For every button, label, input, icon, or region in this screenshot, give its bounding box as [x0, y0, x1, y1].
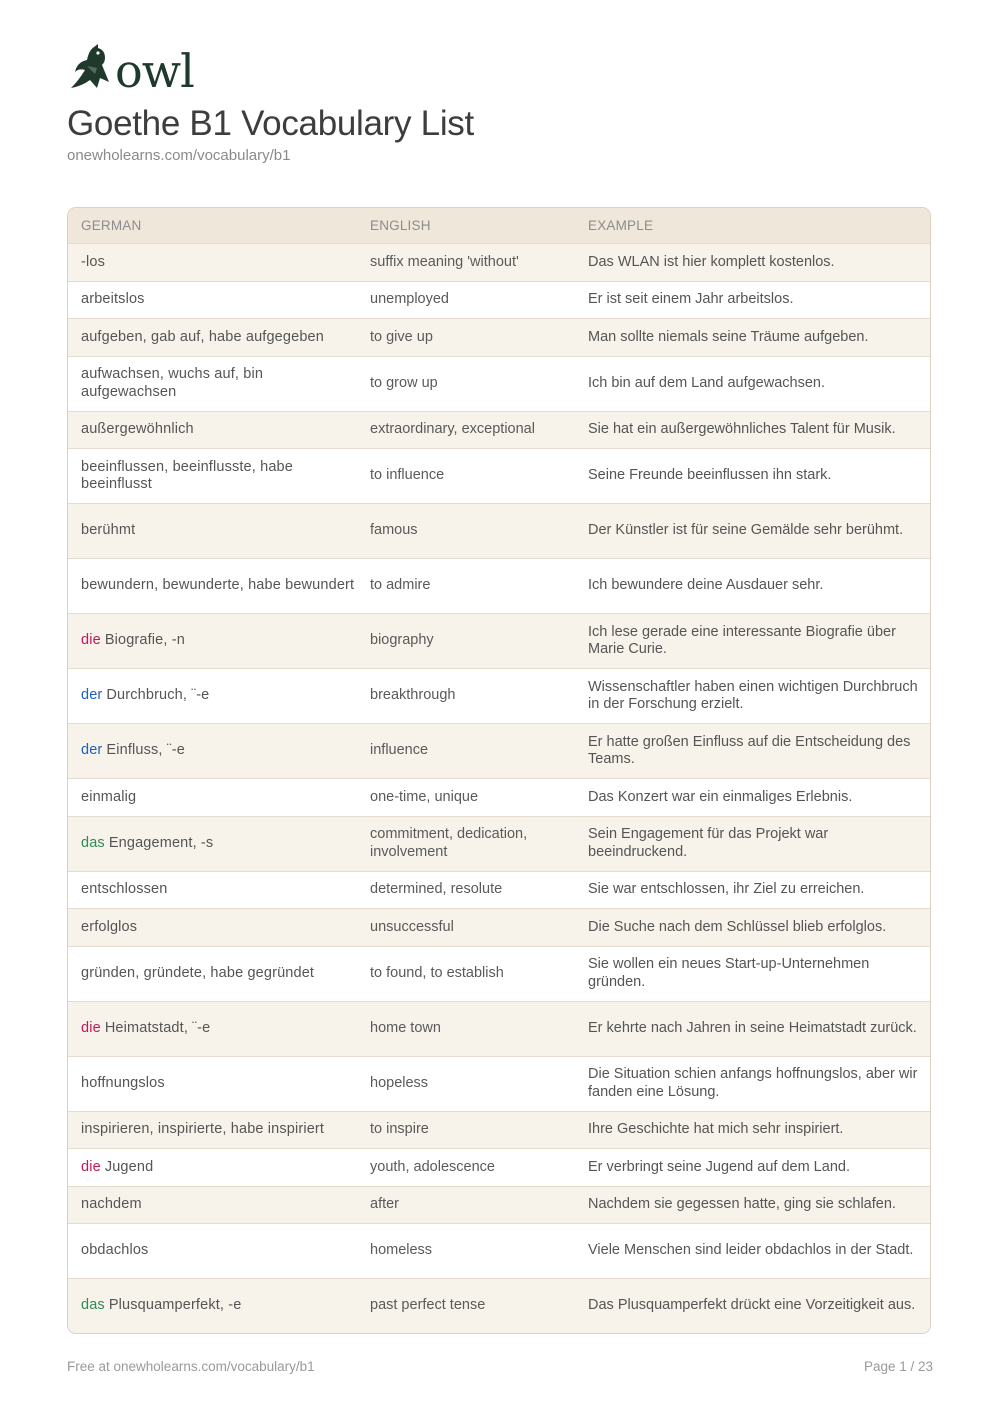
- footer-url: Free at onewholearns.com/vocabulary/b1: [67, 1359, 315, 1374]
- table-row: [68, 669, 930, 724]
- table-body: [68, 244, 930, 1334]
- german-cell: [68, 319, 370, 357]
- example-cell: Er ist seit einem Jahr arbeitslos.: [588, 281, 930, 319]
- example-cell: Die Suche nach dem Schlüssel blieb erfolglos.: [588, 909, 930, 947]
- german-word: Engagement, -s: [108, 834, 214, 851]
- german-word: aufwachsen, wuchs auf, bin aufgewachsen: [81, 366, 264, 400]
- table-row: [68, 1279, 930, 1334]
- table-row: [68, 871, 930, 909]
- english-cell: determined, resolute: [370, 871, 588, 909]
- german-cell: [68, 1001, 370, 1056]
- article-das: das: [81, 1297, 105, 1314]
- table-row: [68, 319, 930, 357]
- example-cell: Viele Menschen sind leider obdachlos in der Stadt.: [588, 1224, 930, 1279]
- example-cell: Er kehrte nach Jahren in seine Heimatstadt zurück.: [588, 1001, 930, 1056]
- english-cell: breakthrough: [370, 669, 588, 724]
- german-cell: [68, 411, 370, 449]
- header-example: EXAMPLE: [588, 208, 930, 244]
- german-word: erfolglos: [81, 918, 138, 935]
- german-word: Einfluss, ¨-e: [106, 742, 185, 759]
- english-cell: extraordinary, exceptional: [370, 411, 588, 449]
- article-das: das: [81, 834, 105, 851]
- table-row: [68, 559, 930, 614]
- example-cell: Er verbringt seine Jugend auf dem Land.: [588, 1149, 930, 1187]
- german-word: gründen, gründete, habe gegründet: [81, 964, 315, 981]
- english-cell: to influence: [370, 449, 588, 504]
- example-cell: Wissenschaftler haben einen wichtigen Durchbruch in der Forschung erzielt.: [588, 669, 930, 724]
- logo: [67, 44, 194, 98]
- german-word: berühmt: [81, 522, 136, 539]
- example-cell: Ich bewundere deine Ausdauer sehr.: [588, 559, 930, 614]
- table-row: [68, 816, 930, 871]
- vocabulary-table: [67, 207, 931, 1334]
- german-cell: [68, 871, 370, 909]
- english-cell: influence: [370, 724, 588, 779]
- english-cell: famous: [370, 504, 588, 559]
- german-cell: [68, 449, 370, 504]
- example-cell: Er hatte großen Einfluss auf die Entscheidung des Teams.: [588, 724, 930, 779]
- table-row: [68, 449, 930, 504]
- header-english: ENGLISH: [370, 208, 588, 244]
- german-cell: [68, 1279, 370, 1334]
- german-word: Plusquamperfekt, -e: [108, 1297, 242, 1314]
- example-cell: Das WLAN ist hier komplett kostenlos.: [588, 244, 930, 282]
- table-row: [68, 724, 930, 779]
- english-cell: unemployed: [370, 281, 588, 319]
- example-cell: Sie war entschlossen, ihr Ziel zu erreichen.: [588, 871, 930, 909]
- english-cell: hopeless: [370, 1056, 588, 1111]
- german-cell: [68, 779, 370, 817]
- english-cell: biography: [370, 614, 588, 669]
- table-header-row: [68, 208, 930, 244]
- german-cell: [68, 1149, 370, 1187]
- table-row: [68, 946, 930, 1001]
- example-cell: Ich lese gerade eine interessante Biografie über Marie Curie.: [588, 614, 930, 669]
- table-row: [68, 281, 930, 319]
- german-word: bewundern, bewunderte, habe bewundert: [81, 577, 355, 594]
- german-word: hoffnungslos: [81, 1074, 165, 1091]
- german-cell: [68, 946, 370, 1001]
- example-cell: Seine Freunde beeinflussen ihn stark.: [588, 449, 930, 504]
- english-cell: one-time, unique: [370, 779, 588, 817]
- example-cell: Nachdem sie gegessen hatte, ging sie schlafen.: [588, 1186, 930, 1224]
- german-word: Durchbruch, ¨-e: [106, 687, 210, 704]
- example-cell: Sie wollen ein neues Start-up-Unternehmen gründen.: [588, 946, 930, 1001]
- table-row: [68, 1224, 930, 1279]
- table-row: [68, 1056, 930, 1111]
- example-cell: Man sollte niemals seine Träume aufgeben.: [588, 319, 930, 357]
- german-cell: [68, 244, 370, 282]
- german-cell: [68, 1056, 370, 1111]
- german-word: einmalig: [81, 788, 137, 805]
- german-cell: [68, 614, 370, 669]
- page-title: Goethe B1 Vocabulary List: [67, 104, 474, 143]
- table-row: [68, 614, 930, 669]
- article-die: die: [81, 1158, 101, 1175]
- example-cell: Das Plusquamperfekt drückt eine Vorzeitigkeit aus.: [588, 1279, 930, 1334]
- table-row: [68, 411, 930, 449]
- german-cell: [68, 816, 370, 871]
- english-cell: to admire: [370, 559, 588, 614]
- example-cell: Der Künstler ist für seine Gemälde sehr berühmt.: [588, 504, 930, 559]
- table-row: [68, 504, 930, 559]
- table-row: [68, 244, 930, 282]
- example-cell: Ich bin auf dem Land aufgewachsen.: [588, 356, 930, 411]
- german-word: Biografie, -n: [104, 632, 185, 649]
- table-row: [68, 779, 930, 817]
- german-cell: [68, 909, 370, 947]
- article-die: die: [81, 632, 101, 649]
- german-word: aufgeben, gab auf, habe aufgegeben: [81, 328, 324, 345]
- german-cell: [68, 1111, 370, 1149]
- german-cell: [68, 1224, 370, 1279]
- german-word: obdachlos: [81, 1242, 149, 1259]
- german-word: -los: [81, 253, 105, 270]
- german-word: nachdem: [81, 1196, 142, 1212]
- example-cell: Das Konzert war ein einmaliges Erlebnis.: [588, 779, 930, 817]
- table-row: [68, 1111, 930, 1149]
- article-die: die: [81, 1019, 101, 1036]
- table-row: [68, 1186, 930, 1224]
- table-row: [68, 1149, 930, 1187]
- example-cell: Sie hat ein außergewöhnliches Talent für Musik.: [588, 411, 930, 449]
- example-cell: Sein Engagement für das Projekt war beeindruckend.: [588, 816, 930, 871]
- table-row: [68, 356, 930, 411]
- german-word: Jugend: [104, 1158, 154, 1175]
- english-cell: unsuccessful: [370, 909, 588, 947]
- english-cell: past perfect tense: [370, 1279, 588, 1334]
- german-word: entschlossen: [81, 881, 168, 897]
- article-der: der: [81, 742, 103, 759]
- german-cell: [68, 356, 370, 411]
- german-cell: [68, 559, 370, 614]
- english-cell: after: [370, 1186, 588, 1224]
- header-german: GERMAN: [68, 208, 370, 244]
- german-cell: [68, 1186, 370, 1224]
- german-cell: [68, 724, 370, 779]
- english-cell: to give up: [370, 319, 588, 357]
- owl-icon: [67, 44, 111, 92]
- page-subtitle-url: onewholearns.com/vocabulary/b1: [67, 147, 291, 164]
- table-row: [68, 909, 930, 947]
- german-cell: [68, 504, 370, 559]
- table-row: [68, 1001, 930, 1056]
- english-cell: to inspire: [370, 1111, 588, 1149]
- english-cell: to found, to establish: [370, 946, 588, 1001]
- english-cell: youth, adolescence: [370, 1149, 588, 1187]
- german-word: inspirieren, inspirierte, habe inspiriert: [81, 1121, 325, 1137]
- german-word: Heimatstadt, ¨-e: [104, 1019, 211, 1036]
- english-cell: to grow up: [370, 356, 588, 411]
- example-cell: Ihre Geschichte hat mich sehr inspiriert.: [588, 1111, 930, 1149]
- german-cell: [68, 281, 370, 319]
- english-cell: home town: [370, 1001, 588, 1056]
- english-cell: homeless: [370, 1224, 588, 1279]
- german-word: arbeitslos: [81, 291, 145, 307]
- german-cell: [68, 669, 370, 724]
- german-word: beeinflussen, beeinflusste, habe beeinflusst: [81, 458, 293, 492]
- english-cell: suffix meaning 'without': [370, 244, 588, 282]
- example-cell: Die Situation schien anfangs hoffnungslos, aber wir fanden eine Lösung.: [588, 1056, 930, 1111]
- english-cell: commitment, dedication, involvement: [370, 816, 588, 871]
- article-der: der: [81, 687, 103, 704]
- german-word: außergewöhnlich: [81, 421, 194, 437]
- page-number: Page 1 / 23: [863, 1359, 933, 1374]
- logo-text: owl: [115, 44, 194, 98]
